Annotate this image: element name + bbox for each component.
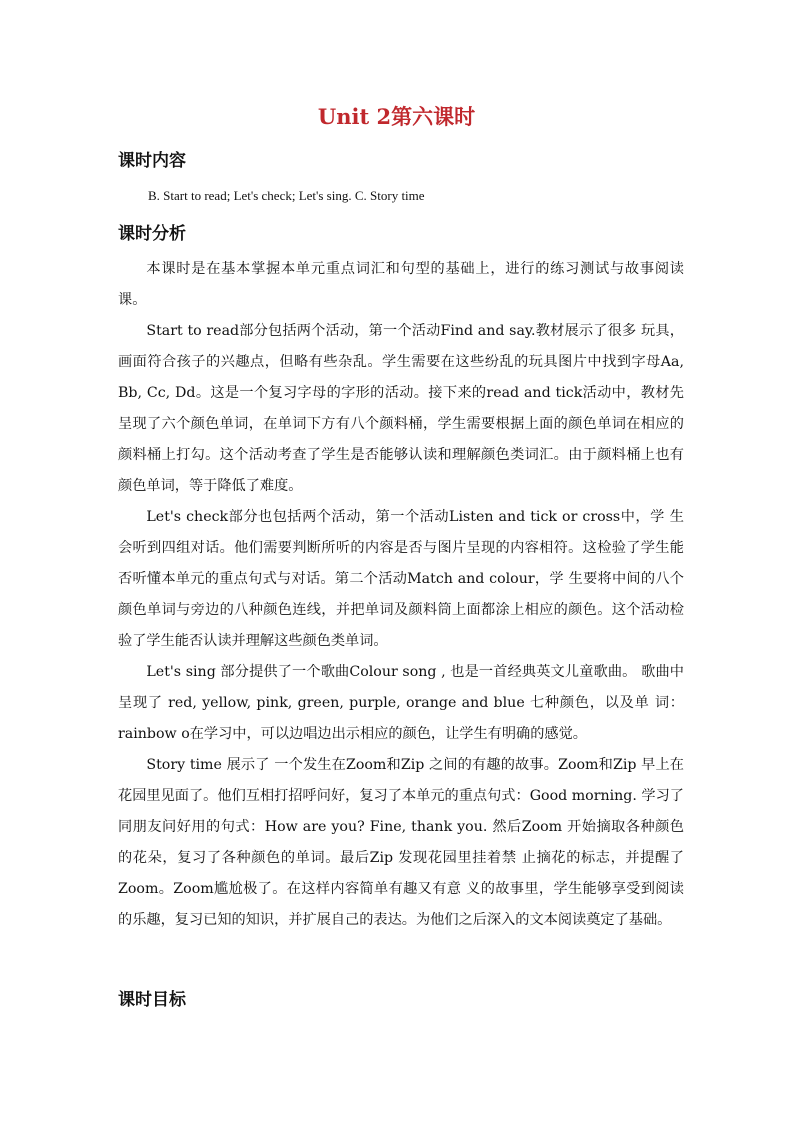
- page-title: Unit 2第六课时: [317, 104, 476, 129]
- lesson-analysis-body: [118, 254, 684, 936]
- analysis-paragraph: 本课时是在基本掌握本单元重点词汇和句型的基础上，进行的练习测试与故事阅读课。: [118, 261, 684, 308]
- lesson-content-heading: 课时内容: [118, 151, 186, 171]
- lesson-goals-heading: 课时目标: [118, 990, 186, 1010]
- lesson-analysis-heading: 课时分析: [118, 224, 186, 244]
- analysis-paragraph: Let's check部分也包括两个活动，第一个活动Listen and tick or cross中，学 生会听到四组对话。他们需要判断所听的内容是否与图片呈现的内容相符。这检验了学生能否听懂本单元的重点句式与对话。第二个活动Match and colour，学 生要将中间的八个颜色单词与旁边的八种颜色连线，并把单词及颜料筒上面都涂上相应的颜色。这个活动检验了学生能否认读并理解这些颜色类单词。: [118, 509, 684, 649]
- analysis-paragraph: Let's sing 部分提供了一个歌曲Colour song , 也是一首经典英文儿童歌曲。 歌曲中呈现了 red, yellow, pink, green, purple, orange and blue 七种颜色，以及单 词：rainbow o在学习中，可以边唱边出示相应的颜色，让学生有明确的感觉。: [118, 664, 684, 742]
- lesson-content-text: B. Start to read; Let's check; Let's sing. C. Story time: [148, 188, 425, 203]
- analysis-paragraph: Story time 展示了 一个发生在Zoom和Zip 之间的有趣的故事。Zoom和Zip 早上在花园里见面了。他们互相打招呼问好，复习了本单元的重点句式：Good morning. 学习了同朋友问好用的句式：How are you? Fine, thank you. 然后Zoom 开始摘取各种颜色的花朵，复习了各种颜色的单词。最后Zip 发现花园里挂着禁 止摘花的标志，并提醒了 Zoom。Zoom尴尬极了。在这样内容简单有趣又有意 义的故事里，学生能够享受到阅读的乐趣，复习已知的知识，并扩展自己的表达。为他们之后深入的文本阅读奠定了基础。: [118, 757, 684, 928]
- analysis-paragraph: Start to read部分包括两个活动，第一个活动Find and say.教材展示了很多 玩具，画面符合孩子的兴趣点，但略有些杂乱。学生需要在这些纷乱的玩具图片中找到字母Aa, Bb, Cc, Dd。这是一个复习字母的字形的活动。接下来的read and tick活动中，教材先呈现了六个颜色单词，在单词下方有八个颜料桶，学生需要根据上面的颜色单词在相应的颜料桶上打勾。这个活动考查了学生是否能够认读和理解颜色类词汇。由于颜料桶上也有颜色单词，等于降低了难度。: [118, 323, 684, 494]
